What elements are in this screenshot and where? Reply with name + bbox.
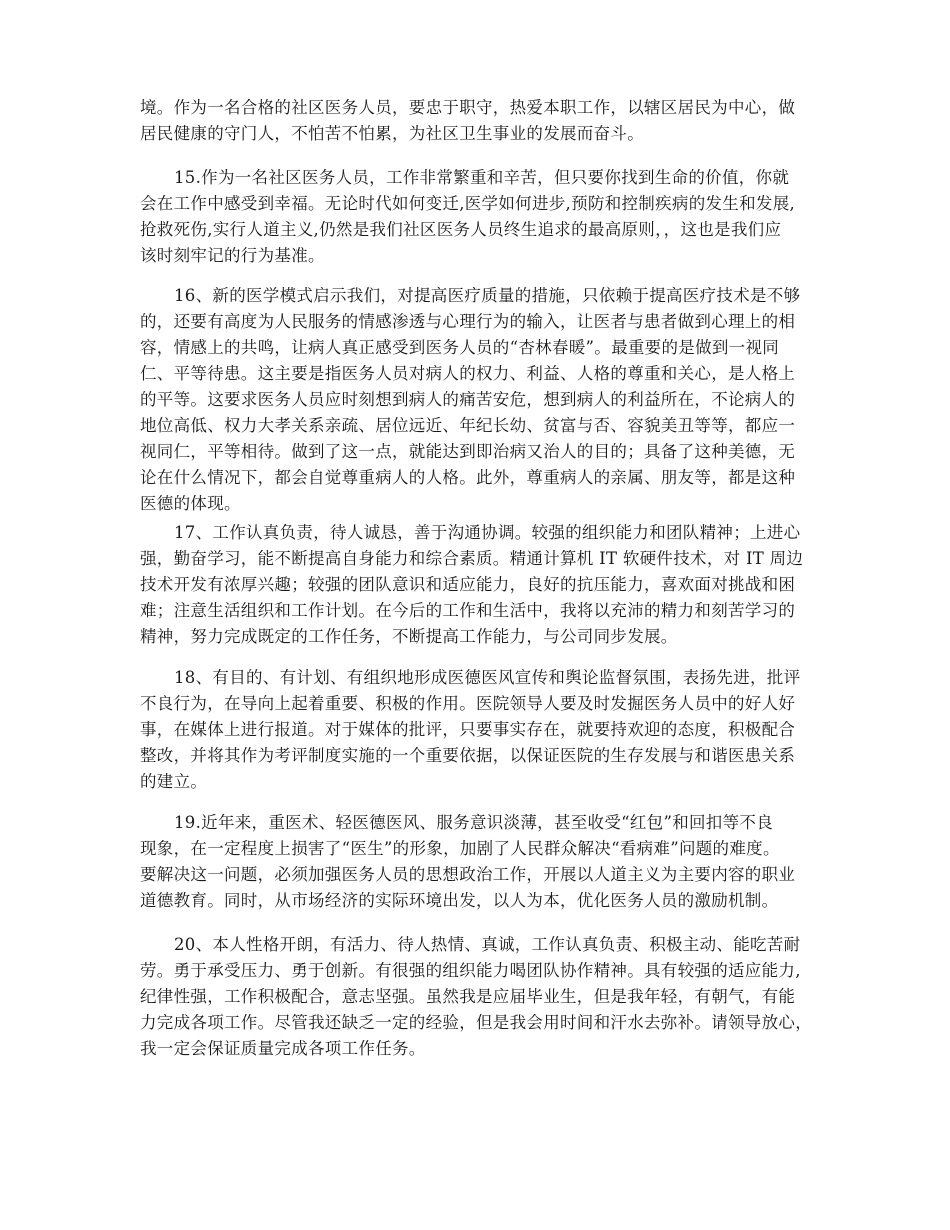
paragraph-20 <box>140 932 820 1062</box>
paragraph-15 <box>140 165 820 269</box>
paragraph-line: 境。作为一名合格的社区医务人员，要忠于职守，热爱本职工作，以辖区居民为中心，做 <box>140 98 796 117</box>
paragraph-line: 的平等。这要求医务人员应时刻想到病人的痛苦安危，想到病人的利益所在，不论病人的 <box>140 390 796 409</box>
paragraph-line: 15.作为一名社区医务人员，工作非常繁重和辛苦，但只要你找到生命的价值，你就 <box>174 168 790 187</box>
paragraph-line: 劳。勇于承受压力、勇于创新。有很强的组织能力喝团队协作精神。具有较强的适应能力, <box>140 961 801 980</box>
paragraph-line: 容，情感上的共鸣，让病人真正感受到医务人员的“杏林春暖”。最重要的是做到一视同 <box>140 338 780 357</box>
paragraph-line: 的，还要有高度为人民服务的情感渗透与心理行为的输入，让医者与患者做到心理上的相 <box>140 312 796 331</box>
paragraph-line: 难；注意生活组织和工作计划。在今后的工作和生活中，我将以充沛的精力和刻苦学习的 <box>140 601 796 620</box>
paragraph-line: 的建立。 <box>140 772 208 791</box>
paragraph-continuation <box>140 95 820 147</box>
paragraph-line: 18、有目的、有计划、有组织地形成医德医风宣传和舆论监督氛围，表扬先进，批评 <box>174 668 801 687</box>
paragraph-line: 该时刻牢记的行为基准。 <box>140 246 325 265</box>
paragraph-line: 仁、平等待患。这主要是指医务人员对病人的权力、利益、人格的尊重和关心，是人格上 <box>140 364 796 383</box>
paragraph-line: 16、新的医学模式启示我们，对提高医疗质量的措施，只依赖于提高医疗技术是不够 <box>174 286 801 305</box>
paragraph-line: 精神，努力完成既定的工作任务，不断提高工作能力，与公司同步发展。 <box>140 627 678 646</box>
paragraph-17 <box>140 520 820 650</box>
paragraph-line: 不良行为，在导向上起着重要、积极的作用。医院领导人要及时发掘医务人员中的好人好 <box>140 694 796 713</box>
paragraph-line: 会在工作中感受到幸福。无论时代如何变迁,医学如何进步,预防和控制疾病的发生和发展, <box>140 194 796 213</box>
paragraph-line: 17、工作认真负责，待人诚恳，善于沟通协调。较强的组织能力和团队精神；上进心 <box>174 523 801 542</box>
paragraph-line: 医德的体现。 <box>140 494 241 513</box>
paragraph-line: 现象，在一定程度上损害了“医生”的形象，加剧了人民群众解决“看病难”问题的难度。 <box>140 839 780 858</box>
paragraph-line: 居民健康的守门人，不怕苦不怕累，为社区卫生事业的发展而奋斗。 <box>140 124 644 143</box>
paragraph-line: 技术开发有浓厚兴趣；较强的团队意识和适应能力，良好的抗压能力，喜欢面对挑战和困 <box>140 575 796 594</box>
paragraph-line: 19.近年来，重医术、轻医德医风、服务意识淡薄，甚至收受“红包”和回扣等不良 <box>174 813 774 832</box>
paragraph-line: 论在什么情况下，都会自觉尊重病人的人格。此外，尊重病人的亲属、朋友等，都是这种 <box>140 468 796 487</box>
paragraph-line: 我一定会保证质量完成各项工作任务。 <box>140 1039 426 1058</box>
paragraph-line: 强，勤奋学习，能不断提高自身能力和综合素质。精通计算机 IT 软硬件技术，对 IT 周边 <box>140 549 804 568</box>
paragraph-19 <box>140 810 820 914</box>
paragraph-line: 抢救死伤,实行人道主义,仍然是我们社区医务人员终生追求的最高原则，，这也是我们应 <box>140 220 782 239</box>
paragraph-line: 纪律性强，工作积极配合，意志坚强。虽然我是应届毕业生，但是我年轻，有朝气，有能 <box>140 987 796 1006</box>
paragraph-line: 道德教育。同时，从市场经济的实际环境出发，以人为本，优化医务人员的激励机制。 <box>140 891 779 910</box>
paragraph-line: 力完成各项工作。尽管我还缺乏一定的经验，但是我会用时间和汗水去弥补。请领导放心， <box>140 1013 812 1032</box>
paragraph-line: 视同仁，平等相待。做到了这一点，就能达到即治病又治人的目的；具备了这种美德，无 <box>140 442 796 461</box>
paragraph-16 <box>140 283 820 517</box>
paragraph-line: 事，在媒体上进行报道。对于媒体的批评，只要事实存在，就要持欢迎的态度，积极配合 <box>140 720 796 739</box>
paragraph-line: 整改，并将其作为考评制度实施的一个重要依据，以保证医院的生存发展与和谐医患关系 <box>140 746 796 765</box>
paragraph-18 <box>140 665 820 795</box>
paragraph-line: 要解决这一问题，必须加强医务人员的思想政治工作，开展以人道主义为主要内容的职业 <box>140 865 796 884</box>
paragraph-line: 地位高低、权力大孝关系亲疏、居位远近、年纪长幼、贫富与否、容貌美丑等等，都应一 <box>140 416 796 435</box>
paragraph-line: 20、本人性格开朗，有活力、待人热情、真诚，工作认真负责、积极主动、能吃苦耐 <box>174 935 801 954</box>
